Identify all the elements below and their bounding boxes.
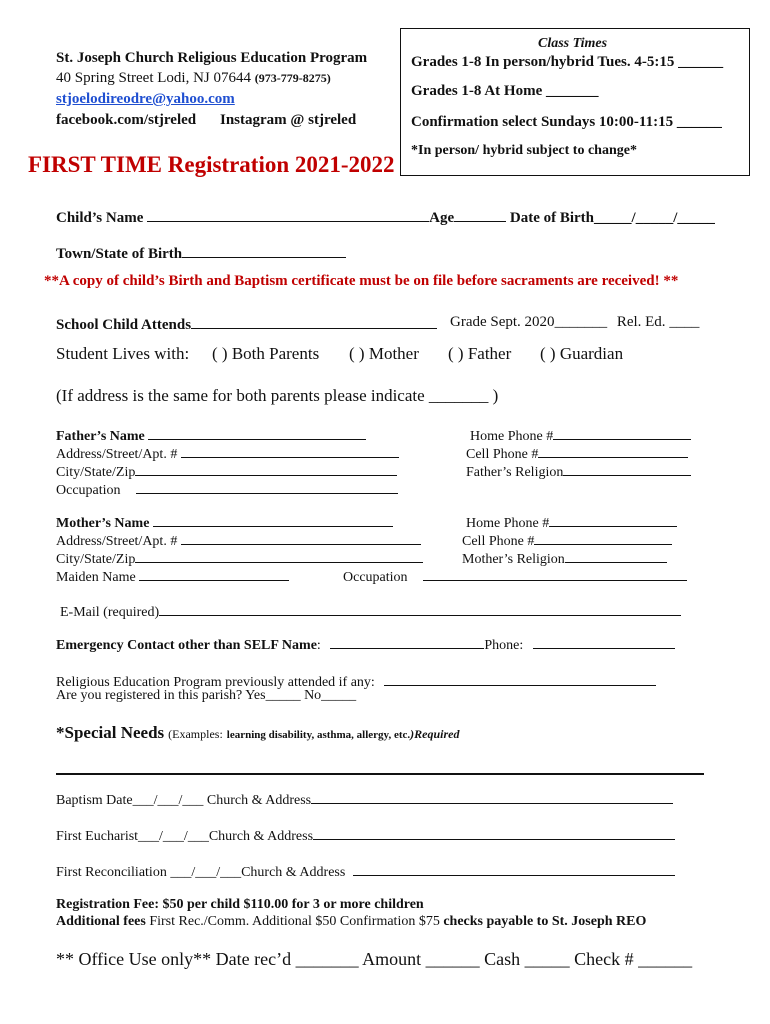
dob-label: Date of Birth <box>509 210 595 226</box>
father-cell-phone-field[interactable] <box>538 443 688 458</box>
mother-religion-label: Mother’s Religion <box>462 552 565 567</box>
registration-fee: Registration Fee: $50 per child $110.00 for 3 or more children <box>56 897 424 912</box>
grade-row <box>450 314 699 331</box>
age-label: Age <box>429 210 455 226</box>
child-row <box>56 207 715 227</box>
father-religion-field[interactable] <box>563 461 691 476</box>
mother-religion-row <box>462 548 667 568</box>
instagram-handle: Instagram @ stjreled <box>220 112 357 128</box>
option-father[interactable]: ( ) Father <box>448 344 512 363</box>
email-row <box>60 601 681 621</box>
class-times-note: *In person/ hybrid subject to change* <box>411 143 637 158</box>
org-email-link[interactable]: stjoelodireodre@yahoo.com <box>56 91 235 107</box>
school-field[interactable] <box>191 314 437 329</box>
eucharist-label: First Eucharist___/___/___Church & Address <box>56 829 314 844</box>
special-needs-row <box>56 723 459 743</box>
child-name-label: Child’s Name <box>56 210 144 226</box>
mother-city-label: City/State/Zip <box>56 552 136 567</box>
birth-town-field[interactable] <box>182 243 346 258</box>
baptism-row <box>56 789 673 809</box>
mother-religion-field[interactable] <box>565 548 667 563</box>
father-city-field[interactable] <box>135 461 397 476</box>
eucharist-field[interactable] <box>313 825 675 840</box>
father-religion-row <box>466 461 691 481</box>
additional-fees-row <box>56 914 646 930</box>
mother-name-row <box>56 512 393 532</box>
mother-home-phone-field[interactable] <box>549 512 677 527</box>
school-row <box>56 314 437 334</box>
grade-field[interactable]: _______ <box>554 314 608 330</box>
option-both-parents[interactable]: ( ) Both Parents <box>212 344 320 363</box>
lives-with-label: Student Lives with: <box>56 344 190 363</box>
org-phone: (973-779-8275) <box>254 71 331 85</box>
special-needs-line[interactable] <box>56 773 704 775</box>
mother-cell-phone-row <box>462 530 672 550</box>
child-name-field[interactable] <box>147 207 429 222</box>
street-address: 40 Spring Street Lodi, NJ 07644 <box>56 70 251 86</box>
emergency-row: Emergency Contact other than SELF Name: Phone: <box>56 634 675 654</box>
emergency-phone-field[interactable] <box>533 634 675 649</box>
mother-occupation-field[interactable] <box>423 566 687 581</box>
prev-program-field[interactable] <box>384 671 656 686</box>
additional-fees-text: First Rec./Comm. Additional $50 Confirmation $75 <box>149 914 440 929</box>
father-home-phone-label: Home Phone # <box>470 429 554 444</box>
reconciliation-label: First Reconciliation ___/___/___Church & Address <box>56 865 346 880</box>
rel-ed-label: Rel. Ed. <box>616 314 666 330</box>
birth-town-label: Town/State of Birth <box>56 246 183 262</box>
dob-field[interactable]: _____/_____/_____ <box>594 210 715 226</box>
office-use-row: ** Office Use only** Date rec’d _______ Amount ______ Cash _____ Check # ______ <box>56 949 693 969</box>
grade-label: Grade Sept. 2020 <box>450 314 555 330</box>
mother-home-phone-row <box>466 512 677 532</box>
mother-address-field[interactable] <box>181 530 421 545</box>
birth-town-row <box>56 243 346 263</box>
additional-fees-label: Additional fees <box>56 914 146 929</box>
father-cell-phone-label: Cell Phone # <box>466 447 539 462</box>
father-occupation-field[interactable] <box>136 479 398 494</box>
reconciliation-field[interactable] <box>353 861 675 876</box>
father-address-row <box>56 443 399 463</box>
father-religion-label: Father’s Religion <box>466 465 564 480</box>
mother-address-row <box>56 530 421 550</box>
father-home-phone-row <box>470 425 691 445</box>
baptism-label: Baptism Date___/___/___ Church & Address <box>56 793 312 808</box>
age-field[interactable] <box>454 207 506 222</box>
registered-parish-row[interactable]: Are you registered in this parish? Yes_____ No_____ <box>56 688 357 703</box>
mother-maiden-row <box>56 566 289 586</box>
father-occupation-label: Occupation <box>56 483 121 498</box>
mother-maiden-field[interactable] <box>139 566 289 581</box>
rel-ed-field[interactable]: ____ <box>669 314 700 330</box>
father-name-field[interactable] <box>148 425 366 440</box>
reconciliation-row <box>56 861 675 881</box>
father-home-phone-field[interactable] <box>553 425 691 440</box>
father-name-row <box>56 425 366 445</box>
mother-occupation-label: Occupation <box>343 570 408 585</box>
class-time-grades-inperson: Grades 1-8 In person/hybrid Tues. 4-5:15 ______ <box>411 54 724 70</box>
prev-program-label: Religious Education Program previously attended if any: <box>56 675 375 690</box>
mother-cell-phone-label: Cell Phone # <box>462 534 535 549</box>
emergency-label: Emergency Contact other than SELF Name <box>56 638 317 653</box>
special-needs-examples: learning disability, asthma, allergy, etc. <box>226 729 411 741</box>
email-label: E-Mail (required) <box>60 605 160 620</box>
father-city-row <box>56 461 397 481</box>
mother-name-field[interactable] <box>153 512 393 527</box>
father-address-field[interactable] <box>181 443 399 458</box>
baptism-field[interactable] <box>311 789 673 804</box>
org-address <box>56 70 331 87</box>
school-label: School Child Attends <box>56 317 192 333</box>
same-address-note: (If address is the same for both parents please indicate _______ ) <box>56 386 499 405</box>
mother-city-field[interactable] <box>135 548 423 563</box>
mother-name-label: Mother’s Name <box>56 516 150 531</box>
option-guardian[interactable]: ( ) Guardian <box>540 344 624 363</box>
emergency-name-field[interactable] <box>330 634 484 649</box>
mother-city-row <box>56 548 423 568</box>
mother-address-label: Address/Street/Apt. # <box>56 534 178 549</box>
special-needs-examples-open: (Examples: <box>168 727 223 741</box>
mother-home-phone-label: Home Phone # <box>466 516 550 531</box>
certificate-banner: **A copy of child’s Birth and Baptism certificate must be on file before sacraments are received! ** <box>44 273 679 289</box>
class-time-confirmation: Confirmation select Sundays 10:00-11:15 ______ <box>411 114 722 130</box>
mother-maiden-label: Maiden Name <box>56 570 136 585</box>
org-name: St. Joseph Church Religious Education Program <box>56 50 368 66</box>
option-mother[interactable]: ( ) Mother <box>349 344 419 363</box>
special-needs-required: )Required <box>410 727 460 741</box>
emergency-phone-label: Phone: <box>484 638 524 653</box>
special-needs-label: *Special Needs <box>56 723 165 742</box>
father-occupation-row <box>56 479 398 499</box>
checks-payable: checks payable to St. Joseph REO <box>443 914 647 929</box>
eucharist-row <box>56 825 675 845</box>
class-times-heading: Class Times <box>538 36 608 51</box>
mother-occupation-row <box>343 566 687 586</box>
page-title: FIRST TIME Registration 2021-2022 <box>28 152 395 177</box>
father-name-label: Father’s Name <box>56 429 145 444</box>
father-address-label: Address/Street/Apt. # <box>56 447 178 462</box>
father-city-label: City/State/Zip <box>56 465 136 480</box>
father-cell-phone-row <box>466 443 688 463</box>
email-field[interactable] <box>159 601 681 616</box>
facebook-handle: facebook.com/stjreled <box>56 112 197 128</box>
mother-cell-phone-field[interactable] <box>534 530 672 545</box>
class-time-grades-home: Grades 1-8 At Home _______ <box>411 83 599 99</box>
